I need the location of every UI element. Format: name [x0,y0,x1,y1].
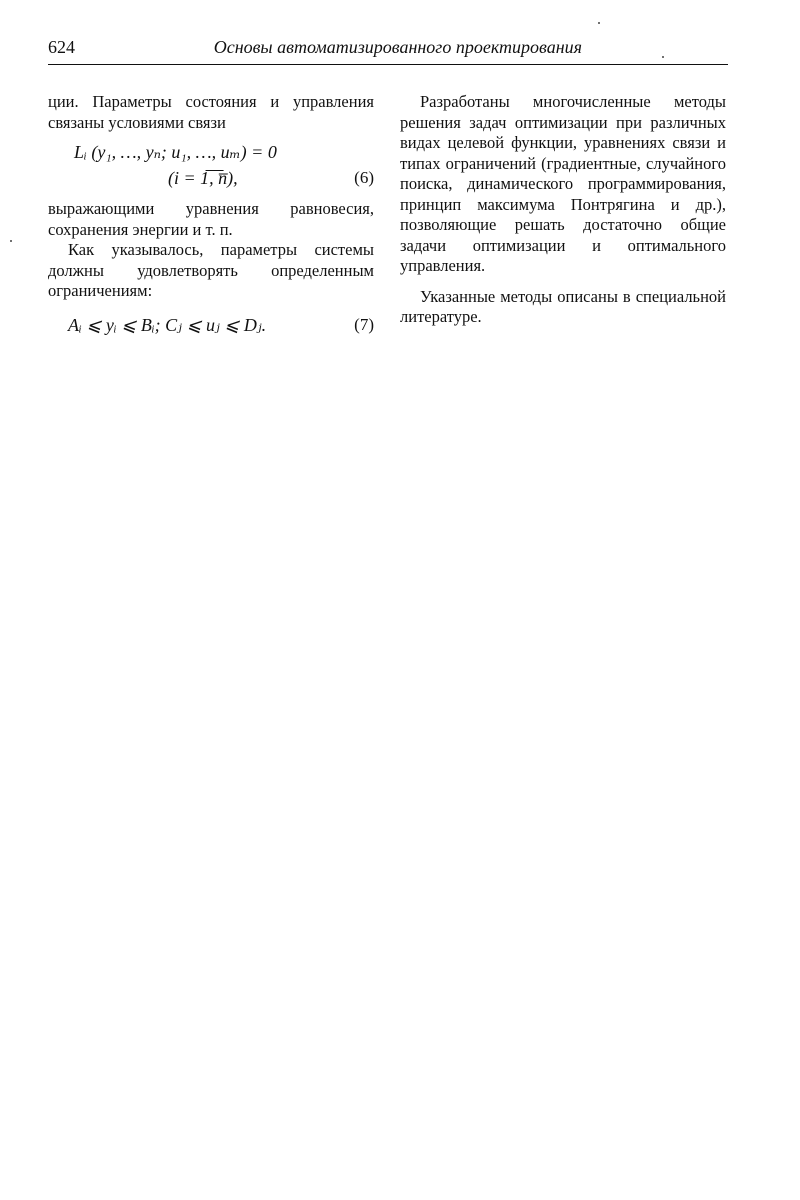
equation-6-expression: Lᵢ (y₁, …, yₙ; u₁, …, uₘ) = 0 [74,142,277,162]
page-number: 624 [48,37,75,57]
left-paragraph-3: Как указывалось, параметры системы должны удовлетворять определенным ограничениям: [48,240,374,300]
equation-7-expression: Aᵢ ⩽ yᵢ ⩽ Bᵢ; Cⱼ ⩽ uⱼ ⩽ Dⱼ. [68,314,267,335]
equation-6-line-1 [48,139,374,165]
left-paragraph-2: выражающими уравнения равновесия, сохранения энергии и т. п. [48,199,374,239]
equation-6-number: (6) [354,168,374,187]
left-column [48,92,374,342]
right-column [400,92,726,328]
scan-speck [598,22,600,24]
right-paragraph-1: Разработаны многочисленные методы решения задач оптимизации при различных видах целевой функции, уравнениях связи и типах ограничений (градиентные, случайного поиска, динамического программирования, принцип максимума Понтрягина и др.), позволяющие решать достаточно общие задачи оптимизации и оптимального управления. [400,92,726,275]
left-paragraph-1: ции. Параметры состояния и управления связаны условиями связи [48,92,374,132]
scan-speck [10,240,12,242]
equation-7-number: (7) [354,314,374,334]
equation-7 [48,312,374,342]
right-paragraph-2: Указанные методы описаны в специальной литературе. [400,286,726,326]
equation-6-condition: (i = 1̅,̅ ̅n̅), [168,168,238,188]
scan-speck [662,56,664,58]
equation-6-line-2 [48,165,374,191]
running-title: Основы автоматизированного проектирования [213,37,582,57]
page-header [48,36,728,65]
